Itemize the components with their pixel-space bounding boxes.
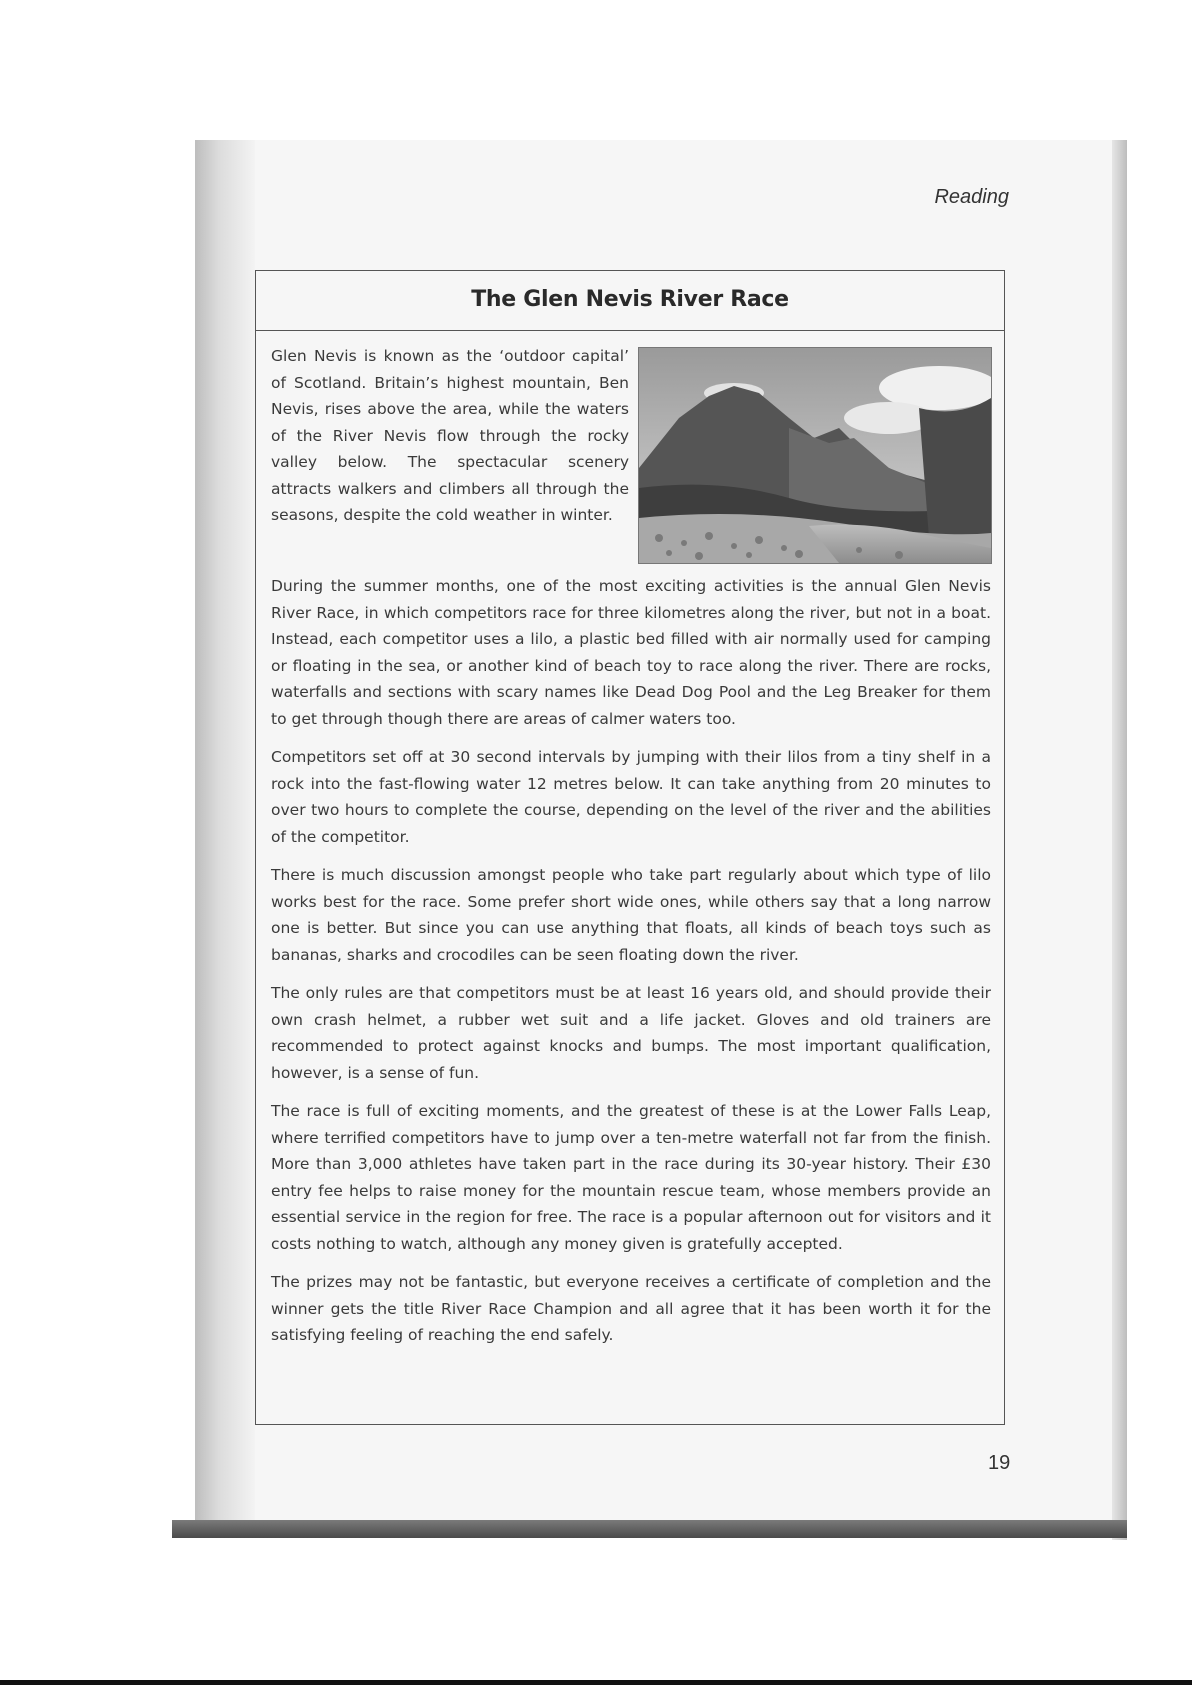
page-number: 19 <box>988 1452 1011 1474</box>
body-paragraph-1: During the summer months, one of the most exciting activities is the annual Glen Nevis River Race, in which competitors race for three kilometres along the river, but not in a boat. Instead, each competitor uses a lilo, a plastic bed filled with air normally used for camping or floating in the sea, or another kind of beach toy to race along the river. There are rocks, waterfalls and sections with scary names like Dead Dog Pool and the Leg Breaker for them to get through though there are areas of calmer waters too. <box>271 577 991 728</box>
body-paragraph-4: The only rules are that competitors must be at least 16 years old, and should provide their own crash helmet, a rubber wet suit and a life jacket. Gloves and old trainers are recommended to protect against knocks and bumps. The most important qualification, however, is a sense of fun. <box>271 984 991 1082</box>
body-paragraph-3: There is much discussion amongst people who take part regularly about which type of lilo works best for the race. Some prefer short wide ones, while others say that a long narrow one is better. But since you can use anything that floats, all kinds of beach toys such as bananas, sharks and crocodiles can be seen floating down the river. <box>271 866 991 964</box>
intro-paragraph: Glen Nevis is known as the ‘outdoor capital’ of Scotland. Britain’s highest mountain, Ben Nevis, rises above the area, while the waters of the River Nevis flow through the rocky valley below. The spectacular scenery attracts walkers and climbers all through the seasons, despite the cold weather in winter. <box>271 347 629 524</box>
scan-bottom-edge <box>0 1680 1192 1685</box>
mountain-river-photo-illustration <box>639 348 991 563</box>
page-bottom-shadow <box>172 1520 1127 1538</box>
article-body <box>271 573 991 1361</box>
page-right-edge <box>1112 140 1127 1540</box>
running-head: Reading <box>934 186 1009 208</box>
body-paragraph-5: The race is full of exciting moments, and the greatest of these is at the Lower Falls Leap, where terrified competitors have to jump over a ten-metre waterfall not far from the finish. More than 3,000 athletes have taken part in the race during its 30-year history. Their £30 entry fee helps to raise money for the mountain rescue team, whose members provide an essential service in the region for free. The race is a popular afternoon out for visitors and it costs nothing to watch, although any money given is gratefully accepted. <box>271 1102 991 1253</box>
article-box <box>255 270 1005 1425</box>
body-paragraph-2: Competitors set off at 30 second intervals by jumping with their lilos from a tiny shelf in a rock into the fast-flowing water 12 metres below. It can take anything from 20 minutes to over two hours to complete the course, depending on the level of the river and the abilities of the competitor. <box>271 748 991 846</box>
glen-nevis-photo <box>638 347 992 564</box>
article-title: The Glen Nevis River Race <box>471 287 789 312</box>
book-spine-shadow <box>195 140 255 1525</box>
body-paragraph-6: The prizes may not be fantastic, but everyone receives a certificate of completion and the winner gets the title River Race Champion and all agree that it has been worth it for the satisfying feeling of reaching the end safely. <box>271 1273 991 1344</box>
title-bar <box>256 271 1004 331</box>
